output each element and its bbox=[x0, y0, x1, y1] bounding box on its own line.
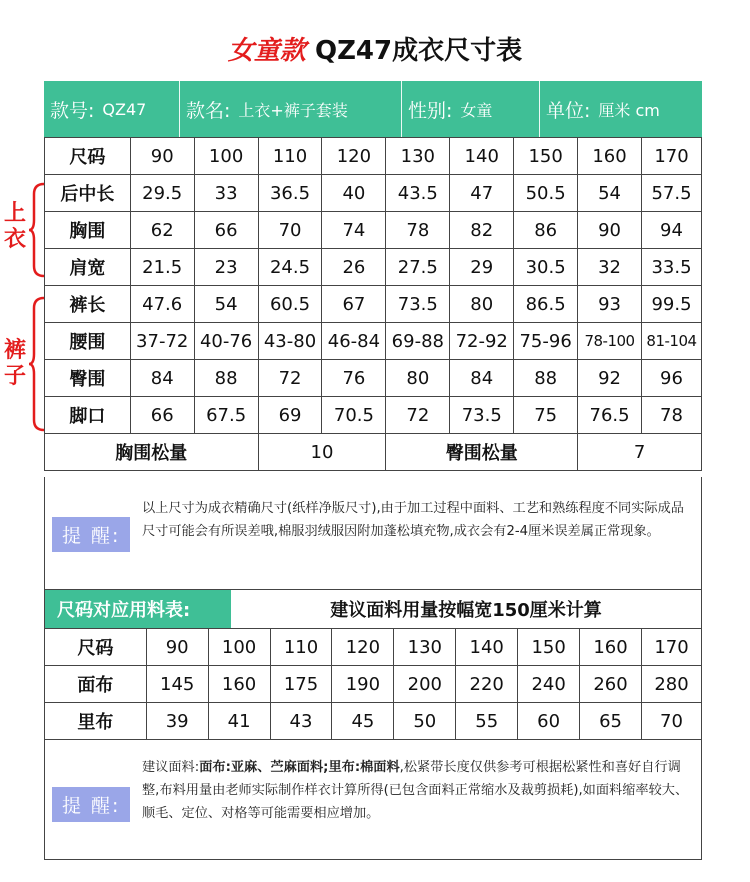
table-cell: 46-84 bbox=[322, 323, 386, 360]
table-cell: 260 bbox=[580, 666, 642, 703]
table-cell: 33 bbox=[194, 175, 258, 212]
fabric-table-body bbox=[45, 629, 702, 740]
style-name-cell bbox=[180, 81, 402, 138]
table-cell: 33.5 bbox=[642, 249, 702, 286]
table-row bbox=[45, 360, 702, 397]
table-row bbox=[45, 703, 702, 740]
table-cell: 190 bbox=[332, 666, 394, 703]
table-cell: 75-96 bbox=[514, 323, 578, 360]
side-label-pants: 裤子 bbox=[3, 338, 26, 389]
table-row bbox=[45, 286, 702, 323]
fabric-header-cell: 90 bbox=[146, 629, 208, 666]
table-cell: 60 bbox=[518, 703, 580, 740]
table-cell: 47.6 bbox=[130, 286, 194, 323]
table-cell: 41 bbox=[208, 703, 270, 740]
fabric-section-label: 尺码对应用料表: bbox=[45, 590, 231, 628]
row-label: 脚口 bbox=[45, 397, 131, 434]
size-header-cell: 160 bbox=[578, 138, 642, 175]
table-row bbox=[45, 323, 702, 360]
table-cell: 32 bbox=[578, 249, 642, 286]
note2-intro: 建议面料: bbox=[142, 760, 200, 775]
fabric-header-cell: 150 bbox=[518, 629, 580, 666]
ease-row bbox=[45, 434, 702, 471]
table-cell: 94 bbox=[642, 212, 702, 249]
table-cell: 73.5 bbox=[450, 397, 514, 434]
table-cell: 43-80 bbox=[258, 323, 322, 360]
table-cell: 55 bbox=[456, 703, 518, 740]
table-row bbox=[45, 249, 702, 286]
fabric-header-bar bbox=[44, 589, 702, 629]
table-cell: 54 bbox=[578, 175, 642, 212]
table-cell: 30.5 bbox=[514, 249, 578, 286]
table-cell: 27.5 bbox=[386, 249, 450, 286]
table-cell: 29 bbox=[450, 249, 514, 286]
title-main: QZ47成衣尺寸表 bbox=[314, 36, 523, 66]
row-label: 面布 bbox=[45, 666, 147, 703]
table-cell: 220 bbox=[456, 666, 518, 703]
style-name-value: 上衣+裤子套装 bbox=[238, 101, 348, 120]
style-no-cell bbox=[44, 81, 180, 138]
title-category: 女童款 bbox=[227, 36, 306, 66]
table-cell: 145 bbox=[146, 666, 208, 703]
table-cell: 70.5 bbox=[322, 397, 386, 434]
size-header-label: 尺码 bbox=[45, 138, 131, 175]
table-cell: 84 bbox=[450, 360, 514, 397]
fabric-header-row bbox=[45, 629, 702, 666]
table-cell: 73.5 bbox=[386, 286, 450, 323]
fabric-section-subtitle: 建议面料用量按幅宽150厘米计算 bbox=[330, 600, 602, 621]
fabric-header-cell: 120 bbox=[332, 629, 394, 666]
table-cell: 29.5 bbox=[130, 175, 194, 212]
table-cell: 69 bbox=[258, 397, 322, 434]
table-cell: 99.5 bbox=[642, 286, 702, 323]
table-cell: 80 bbox=[386, 360, 450, 397]
table-cell: 92 bbox=[578, 360, 642, 397]
fabric-header-cell: 110 bbox=[270, 629, 332, 666]
table-row bbox=[45, 397, 702, 434]
fabric-header-cell: 170 bbox=[641, 629, 701, 666]
table-cell: 40 bbox=[322, 175, 386, 212]
table-cell: 88 bbox=[514, 360, 578, 397]
table-row bbox=[45, 212, 702, 249]
fabric-header-cell: 130 bbox=[394, 629, 456, 666]
table-cell: 70 bbox=[258, 212, 322, 249]
style-no-label: 款号: bbox=[50, 100, 95, 122]
size-header-cell: 130 bbox=[386, 138, 450, 175]
side-label-top: 上衣 bbox=[3, 201, 26, 252]
fabric-header-label: 尺码 bbox=[45, 629, 147, 666]
table-cell: 93 bbox=[578, 286, 642, 323]
size-header-cell: 150 bbox=[514, 138, 578, 175]
table-cell: 200 bbox=[394, 666, 456, 703]
table-cell: 43.5 bbox=[386, 175, 450, 212]
table-cell: 50 bbox=[394, 703, 456, 740]
note2-text bbox=[142, 756, 694, 825]
note2-badge: 提 醒: bbox=[52, 787, 130, 822]
row-label: 后中长 bbox=[45, 175, 131, 212]
fabric-header-cell: 160 bbox=[580, 629, 642, 666]
note1-badge: 提 醒: bbox=[52, 517, 130, 552]
style-no-value: QZ47 bbox=[102, 100, 147, 119]
style-name-label: 款名: bbox=[186, 100, 231, 122]
info-header-bar bbox=[44, 81, 702, 138]
table-cell: 66 bbox=[194, 212, 258, 249]
table-cell: 65 bbox=[580, 703, 642, 740]
table-cell: 72-92 bbox=[450, 323, 514, 360]
table-cell: 280 bbox=[641, 666, 701, 703]
size-table bbox=[44, 137, 702, 471]
table-cell: 240 bbox=[518, 666, 580, 703]
row-label: 胸围 bbox=[45, 212, 131, 249]
table-cell: 54 bbox=[194, 286, 258, 323]
table-cell: 80 bbox=[450, 286, 514, 323]
table-cell: 66 bbox=[130, 397, 194, 434]
table-cell: 47 bbox=[450, 175, 514, 212]
row-label: 腰围 bbox=[45, 323, 131, 360]
table-row bbox=[45, 666, 702, 703]
row-label: 臀围 bbox=[45, 360, 131, 397]
table-cell: 86.5 bbox=[514, 286, 578, 323]
table-cell: 67.5 bbox=[194, 397, 258, 434]
table-row bbox=[45, 175, 702, 212]
fabric-table bbox=[44, 628, 702, 740]
table-cell: 69-88 bbox=[386, 323, 450, 360]
table-cell: 84 bbox=[130, 360, 194, 397]
table-cell: 81-104 bbox=[642, 323, 702, 360]
table-cell: 160 bbox=[208, 666, 270, 703]
unit-value: 厘米 cm bbox=[598, 101, 660, 120]
table-cell: 76 bbox=[322, 360, 386, 397]
table-cell: 36.5 bbox=[258, 175, 322, 212]
gender-cell bbox=[402, 81, 540, 138]
note2-lining-value: 棉面料 bbox=[360, 760, 400, 775]
row-label: 肩宽 bbox=[45, 249, 131, 286]
table-cell: 62 bbox=[130, 212, 194, 249]
table-cell: 78-100 bbox=[578, 323, 642, 360]
table-cell: 96 bbox=[642, 360, 702, 397]
table-cell: 40-76 bbox=[194, 323, 258, 360]
table-cell: 70 bbox=[641, 703, 701, 740]
chest-ease-value: 10 bbox=[258, 434, 386, 471]
table-cell: 74 bbox=[322, 212, 386, 249]
table-cell: 67 bbox=[322, 286, 386, 323]
note2-lining-label: 里布: bbox=[328, 760, 361, 775]
size-header-cell: 100 bbox=[194, 138, 258, 175]
chest-ease-label: 胸围松量 bbox=[45, 434, 259, 471]
table-cell: 75 bbox=[514, 397, 578, 434]
table-cell: 43 bbox=[270, 703, 332, 740]
table-cell: 23 bbox=[194, 249, 258, 286]
table-cell: 26 bbox=[322, 249, 386, 286]
table-cell: 82 bbox=[450, 212, 514, 249]
row-label: 裤长 bbox=[45, 286, 131, 323]
table-cell: 78 bbox=[642, 397, 702, 434]
row-label: 里布 bbox=[45, 703, 147, 740]
table-cell: 57.5 bbox=[642, 175, 702, 212]
table-cell: 175 bbox=[270, 666, 332, 703]
table-cell: 90 bbox=[578, 212, 642, 249]
table-cell: 78 bbox=[386, 212, 450, 249]
fabric-header-cell: 100 bbox=[208, 629, 270, 666]
table-cell: 21.5 bbox=[130, 249, 194, 286]
table-cell: 24.5 bbox=[258, 249, 322, 286]
gender-value: 女童 bbox=[460, 101, 493, 120]
note2-face-label: 面布: bbox=[199, 760, 231, 775]
size-header-row bbox=[45, 138, 702, 175]
fabric-header-cell: 140 bbox=[456, 629, 518, 666]
table-cell: 88 bbox=[194, 360, 258, 397]
note2-face-value: 亚麻、苎麻面料; bbox=[230, 760, 329, 775]
size-header-cell: 110 bbox=[258, 138, 322, 175]
note1-text: 以上尺寸为成衣精确尺寸(纸样净版尺寸),由于加工过程中面料、工艺和熟练程度不同实际成品尺寸可能会有所误差哦,棉服羽绒服因附加蓬松填充物,成衣会有2-4厘米误差属正常现象。 bbox=[142, 501, 684, 539]
size-header-cell: 120 bbox=[322, 138, 386, 175]
table-cell: 50.5 bbox=[514, 175, 578, 212]
table-cell: 60.5 bbox=[258, 286, 322, 323]
table-cell: 37-72 bbox=[130, 323, 194, 360]
note2-rest: ,松紧带长度仅供参考可根据松紧性和喜好自行调整,布料用量由老师实际制作样衣计算所得(已包含面料正常缩水及裁剪损耗),如面料缩率较大、顺毛、定位、对格等可能需要相应增加。 bbox=[142, 760, 689, 821]
table-cell: 76.5 bbox=[578, 397, 642, 434]
hip-ease-value: 7 bbox=[578, 434, 702, 471]
size-header-cell: 170 bbox=[642, 138, 702, 175]
table-cell: 39 bbox=[146, 703, 208, 740]
table-cell: 72 bbox=[386, 397, 450, 434]
size-header-cell: 90 bbox=[130, 138, 194, 175]
table-cell: 45 bbox=[332, 703, 394, 740]
unit-cell bbox=[540, 81, 702, 138]
size-table-body bbox=[45, 138, 702, 471]
size-header-cell: 140 bbox=[450, 138, 514, 175]
unit-label: 单位: bbox=[546, 100, 591, 122]
gender-label: 性别: bbox=[408, 100, 453, 122]
page-title bbox=[0, 30, 750, 67]
table-cell: 86 bbox=[514, 212, 578, 249]
hip-ease-label: 臀围松量 bbox=[386, 434, 578, 471]
table-cell: 72 bbox=[258, 360, 322, 397]
